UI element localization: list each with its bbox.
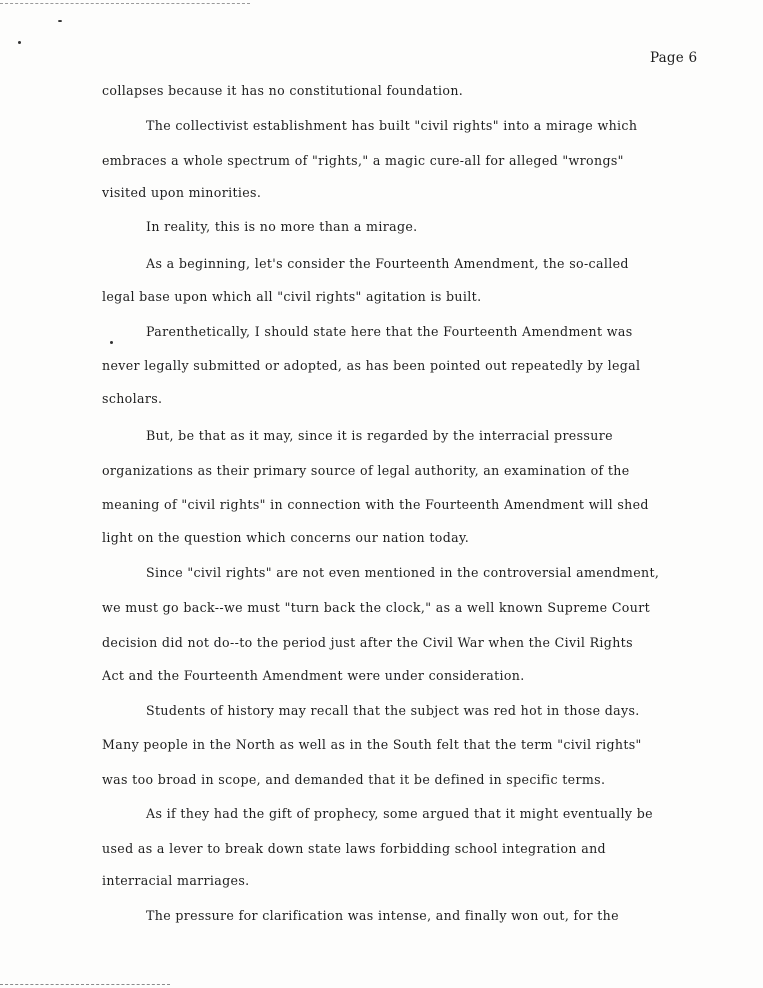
text-line: embraces a whole spectrum of "rights," a magic cure-all for alleged "wrongs" [102,153,624,168]
text-line: Students of history may recall that the subject was red hot in those days. [146,703,640,718]
text-line: But, be that as it may, since it is regarded by the interracial pressure [146,428,613,443]
text-line: As if they had the gift of prophecy, some argued that it might eventually be [146,806,653,821]
text-line: decision did not do--to the period just after the Civil War when the Civil Rights [102,635,633,650]
text-line: collapses because it has no constitutional foundation. [102,83,464,98]
page-number: Page 6 [650,50,698,66]
text-line: Since "civil rights" are not even mentioned in the controversial amendment, [146,565,660,580]
scan-speck [110,341,113,344]
text-line: scholars. [102,391,163,406]
text-line: visited upon minorities. [102,185,262,200]
text-line: we must go back--we must "turn back the clock," as a well known Supreme Court [102,600,650,615]
text-line: organizations as their primary source of legal authority, an examination of the [102,463,630,478]
scan-top-edge [0,3,250,4]
text-line: never legally submitted or adopted, as has been pointed out repeatedly by legal [102,358,641,373]
text-line: As a beginning, let's consider the Fourteenth Amendment, the so-called [146,256,629,271]
text-line: legal base upon which all "civil rights" agitation is built. [102,289,482,304]
text-line: used as a lever to break down state laws forbidding school integration and [102,841,606,856]
text-line: Parenthetically, I should state here that the Fourteenth Amendment was [146,324,633,339]
scan-speck [58,20,62,22]
text-line: was too broad in scope, and demanded that it be defined in specific terms. [102,772,606,787]
text-line: In reality, this is no more than a mirage. [146,219,418,234]
text-line: light on the question which concerns our nation today. [102,530,470,545]
text-line: The pressure for clarification was intense, and finally won out, for the [146,908,619,923]
text-line: The collectivist establishment has built "civil rights" into a mirage which [146,118,638,133]
text-line: meaning of "civil rights" in connection with the Fourteenth Amendment will shed [102,497,649,512]
text-line: interracial marriages. [102,873,250,888]
text-line: Act and the Fourteenth Amendment were under consideration. [102,668,525,683]
scan-bottom-edge [0,984,170,985]
scan-speck [18,41,21,44]
text-line: Many people in the North as well as in the South felt that the term "civil rights" [102,737,642,752]
